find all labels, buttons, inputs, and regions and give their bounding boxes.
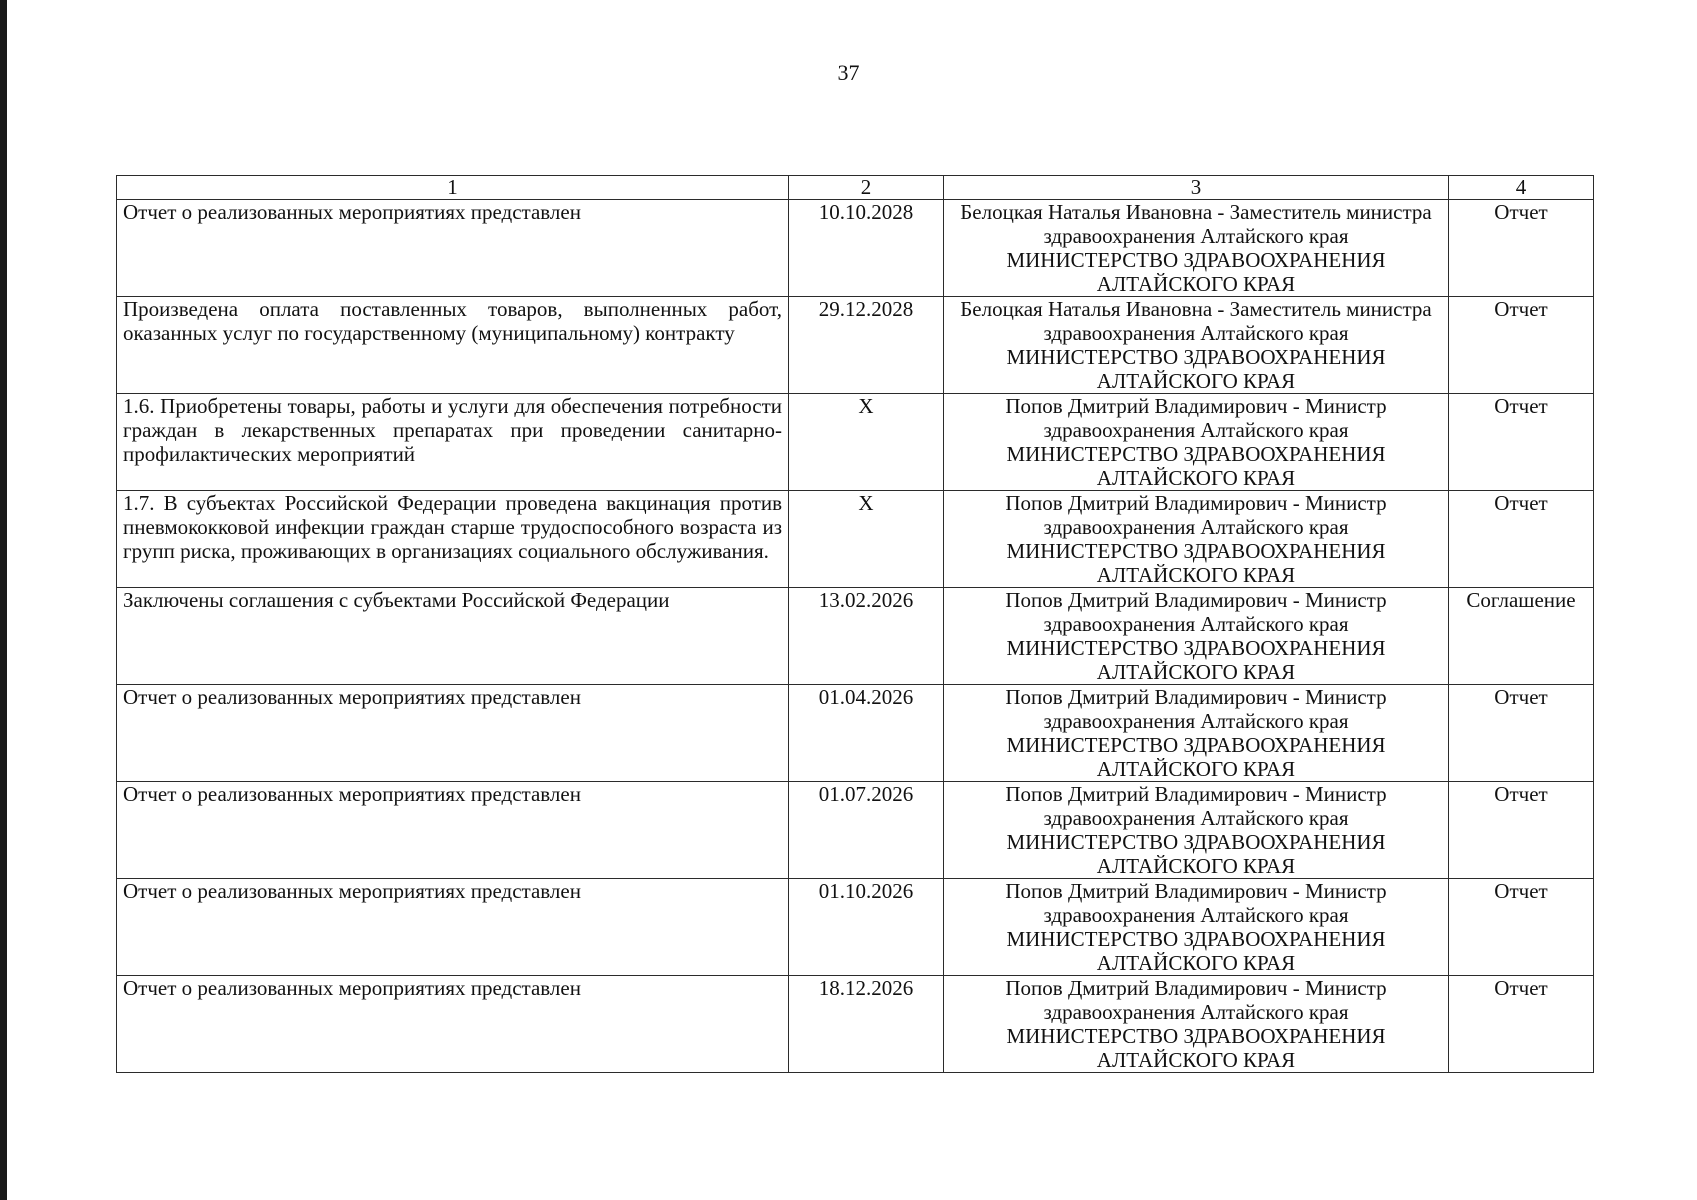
responsible-organization: МИНИСТЕРСТВО ЗДРАВООХРАНЕНИЯ АЛТАЙСКОГО КРАЯ [1006,1024,1386,1072]
table-row [117,976,1594,1073]
responsible-person: Попов Дмитрий Владимирович - Министр здравоохранения Алтайского края [1005,394,1387,442]
responsible-cell [944,588,1449,685]
activities-table [116,175,1594,1073]
date-cell: 29.12.2028 [789,297,944,394]
date-cell: 01.04.2026 [789,685,944,782]
document-type-cell: Отчет [1449,297,1594,394]
column-header-1: 1 [117,176,789,200]
document-type-cell: Отчет [1449,200,1594,297]
responsible-person: Попов Дмитрий Владимирович - Министр здравоохранения Алтайского края [1005,879,1387,927]
date-cell: 01.07.2026 [789,782,944,879]
responsible-organization: МИНИСТЕРСТВО ЗДРАВООХРАНЕНИЯ АЛТАЙСКОГО КРАЯ [1006,927,1386,975]
responsible-cell [944,879,1449,976]
responsible-person: Попов Дмитрий Владимирович - Министр здравоохранения Алтайского края [1005,491,1387,539]
description-cell: Отчет о реализованных мероприятиях представлен [117,782,789,879]
responsible-cell [944,394,1449,491]
table-row [117,782,1594,879]
document-type-cell: Отчет [1449,879,1594,976]
responsible-cell [944,685,1449,782]
description-cell: Отчет о реализованных мероприятиях представлен [117,200,789,297]
responsible-person: Попов Дмитрий Владимирович - Министр здравоохранения Алтайского края [1005,782,1387,830]
responsible-cell [944,200,1449,297]
responsible-person: Белоцкая Наталья Ивановна - Заместитель министра здравоохранения Алтайского края [960,200,1432,248]
description-cell: 1.7. В субъектах Российской Федерации проведена вакцинация против пневмококковой инфекции граждан старше трудоспособного возраста из групп риска, проживающих в организациях социального обслуживания. [117,491,789,588]
responsible-organization: МИНИСТЕРСТВО ЗДРАВООХРАНЕНИЯ АЛТАЙСКОГО КРАЯ [1006,636,1386,684]
responsible-cell [944,782,1449,879]
responsible-cell [944,491,1449,588]
date-cell: X [789,491,944,588]
responsible-cell [944,976,1449,1073]
responsible-person: Попов Дмитрий Владимирович - Министр здравоохранения Алтайского края [1005,976,1387,1024]
document-type-cell: Отчет [1449,394,1594,491]
date-cell: X [789,394,944,491]
document-type-cell: Отчет [1449,491,1594,588]
responsible-organization: МИНИСТЕРСТВО ЗДРАВООХРАНЕНИЯ АЛТАЙСКОГО КРАЯ [1006,345,1386,393]
column-header-3: 3 [944,176,1449,200]
responsible-organization: МИНИСТЕРСТВО ЗДРАВООХРАНЕНИЯ АЛТАЙСКОГО КРАЯ [1006,248,1386,296]
description-cell: Отчет о реализованных мероприятиях представлен [117,879,789,976]
table-row [117,297,1594,394]
responsible-person: Белоцкая Наталья Ивановна - Заместитель министра здравоохранения Алтайского края [960,297,1432,345]
table-header-row [117,176,1594,200]
date-cell: 10.10.2028 [789,200,944,297]
document-type-cell: Отчет [1449,976,1594,1073]
responsible-organization: МИНИСТЕРСТВО ЗДРАВООХРАНЕНИЯ АЛТАЙСКОГО КРАЯ [1006,442,1386,490]
responsible-organization: МИНИСТЕРСТВО ЗДРАВООХРАНЕНИЯ АЛТАЙСКОГО КРАЯ [1006,733,1386,781]
document-type-cell: Отчет [1449,782,1594,879]
document-type-cell: Отчет [1449,685,1594,782]
page-number: 37 [837,60,860,85]
description-cell: Заключены соглашения с субъектами Российской Федерации [117,588,789,685]
responsible-organization: МИНИСТЕРСТВО ЗДРАВООХРАНЕНИЯ АЛТАЙСКОГО КРАЯ [1006,830,1386,878]
description-cell: Отчет о реализованных мероприятиях представлен [117,685,789,782]
table-row [117,200,1594,297]
responsible-person: Попов Дмитрий Владимирович - Министр здравоохранения Алтайского края [1005,588,1387,636]
description-cell: Отчет о реализованных мероприятиях представлен [117,976,789,1073]
table-row [117,588,1594,685]
date-cell: 01.10.2026 [789,879,944,976]
table-row [117,879,1594,976]
column-header-2: 2 [789,176,944,200]
column-header-4: 4 [1449,176,1594,200]
date-cell: 18.12.2026 [789,976,944,1073]
description-cell: Произведена оплата поставленных товаров, выполненных работ, оказанных услуг по государственному (муниципальному) контракту [117,297,789,394]
responsible-organization: МИНИСТЕРСТВО ЗДРАВООХРАНЕНИЯ АЛТАЙСКОГО КРАЯ [1006,539,1386,587]
description-cell: 1.6. Приобретены товары, работы и услуги для обеспечения потребности граждан в лекарственных препаратах при проведении санитарно-профилактических мероприятий [117,394,789,491]
responsible-cell [944,297,1449,394]
responsible-person: Попов Дмитрий Владимирович - Министр здравоохранения Алтайского края [1005,685,1387,733]
scan-edge-bar [0,0,7,1200]
table-row [117,491,1594,588]
document-type-cell: Соглашение [1449,588,1594,685]
table-row [117,394,1594,491]
date-cell: 13.02.2026 [789,588,944,685]
table-row [117,685,1594,782]
